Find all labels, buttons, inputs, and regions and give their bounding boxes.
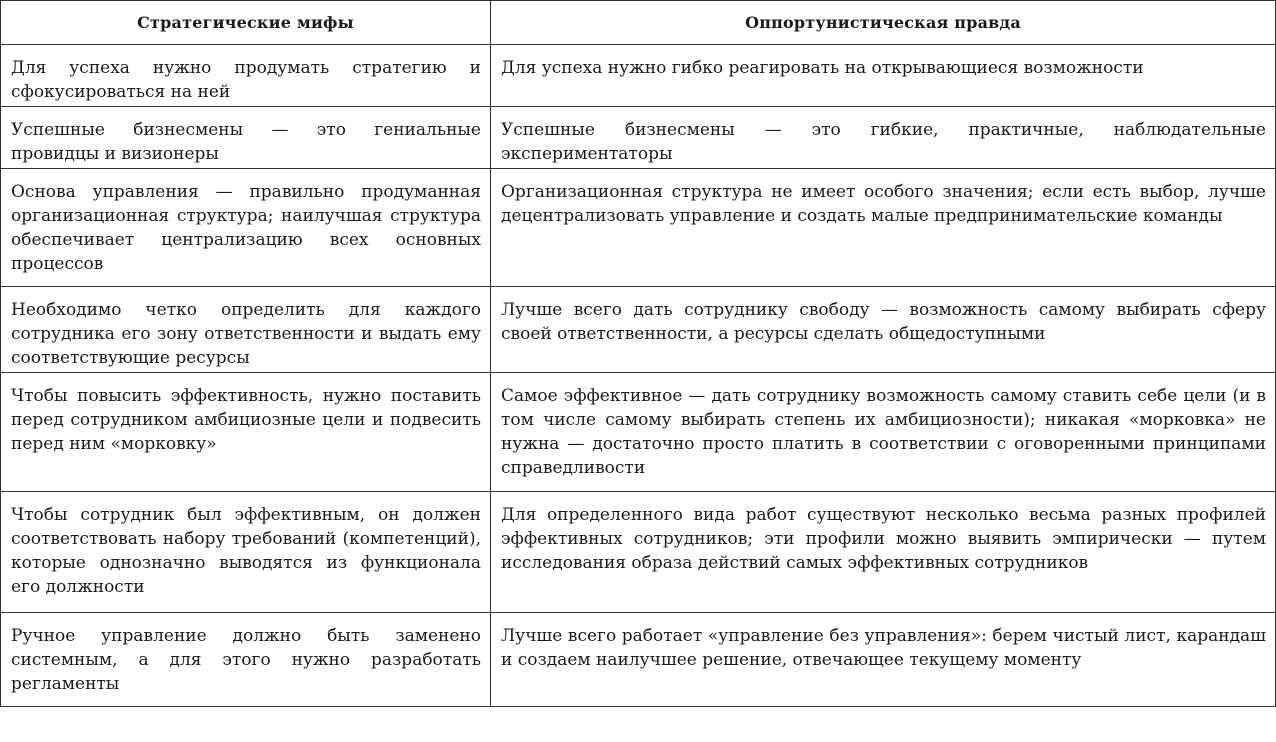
table-row xyxy=(1,373,1276,492)
myth-cell: Необходимо четко определить для каждого сотрудника его зону ответственности и выдать ему соответствующие ресурсы xyxy=(1,287,491,373)
table-row xyxy=(1,107,1276,169)
myth-cell: Чтобы сотрудник был эффективным, он должен соответствовать набору требований (компетенций), которые однозначно выводятся из функционала его должности xyxy=(1,492,491,613)
table-row xyxy=(1,287,1276,373)
truth-cell: Успешные бизнесмены — это гибкие, практичные, наблюдательные экспериментаторы xyxy=(491,107,1276,169)
truth-cell: Для определенного вида работ существуют несколько весьма разных профилей эффективных сотрудников; эти профили можно выявить эмпирически — путем исследования образа действий самых эффективных сотрудников xyxy=(491,492,1276,613)
myth-cell: Чтобы повысить эффективность, нужно поставить перед сотрудником амбициозные цели и подвесить перед ним «морковку» xyxy=(1,373,491,492)
table-row xyxy=(1,169,1276,287)
table-row xyxy=(1,492,1276,613)
header-strategic-myths: Стратегические мифы xyxy=(1,1,491,45)
myth-cell: Для успеха нужно продумать стратегию и сфокусироваться на ней xyxy=(1,45,491,107)
header-opportunistic-truth: Оппортунистическая правда xyxy=(491,1,1276,45)
myth-cell: Успешные бизнесмены — это гениальные провидцы и визионеры xyxy=(1,107,491,169)
table-row xyxy=(1,613,1276,707)
myth-cell: Ручное управление должно быть заменено системным, а для этого нужно разработать регламенты xyxy=(1,613,491,707)
myth-cell: Основа управления — правильно продуманная организационная структура; наилучшая структура обеспечивает централизацию всех основных процессов xyxy=(1,169,491,287)
truth-cell: Для успеха нужно гибко реагировать на открывающиеся возможности xyxy=(491,45,1276,107)
truth-cell: Лучше всего работает «управление без управления»: берем чистый лист, карандаш и создаем наилучшее решение, отвечающее текущему моменту xyxy=(491,613,1276,707)
truth-cell: Самое эффективное — дать сотруднику возможность самому ставить себе цели (и в том числе самому выбирать степень их амбициозности); никакая «морковка» не нужна — достаточно просто платить в соответствии с оговоренными принципами справедливости xyxy=(491,373,1276,492)
table-row xyxy=(1,45,1276,107)
truth-cell: Организационная структура не имеет особого значения; если есть выбор, лучше децентрализовать управление и создать малые предпринимательские команды xyxy=(491,169,1276,287)
truth-cell: Лучше всего дать сотруднику свободу — возможность самому выбирать сферу своей ответственности, а ресурсы сделать общедоступными xyxy=(491,287,1276,373)
header-row xyxy=(1,1,1276,45)
